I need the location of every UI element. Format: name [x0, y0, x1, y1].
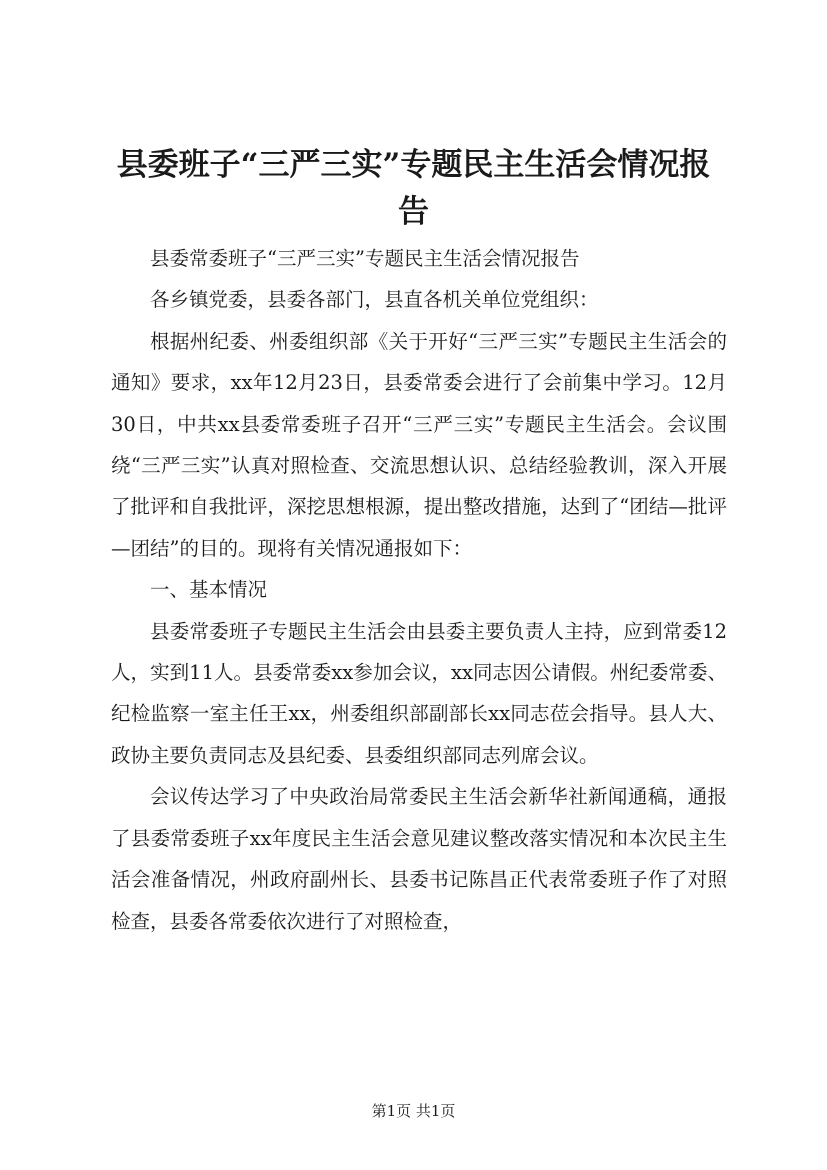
section-heading: 一、基本情况	[150, 578, 268, 602]
intro-paragraph: 根据州纪委、州委组织部《关于开好“三严三实”专题民主生活会的通知》要求，xx年12月23日，县委常委会进行了会前集中学习。12月30日，中共xx县委常委班子召开“三严三实”专题民主生活会。会议围绕“三严三实”认真对照检查、交流思想认识、总结经验教训，深入开展了批评和自我批评，深挖思想根源，提出整改措施，达到了“团结—批评—团结”的目的。现将有关情况通报如下：	[111, 329, 727, 560]
document-title-line2: 告	[398, 194, 429, 230]
document-title-line1: 县委班子“三严三实”专题民主生活会情况报	[116, 147, 711, 183]
body-paragraph: 会议传达学习了中央政治局常委民主生活会新华社新闻通稿，通报了县委常委班子xx年度民主生活会意见建议整改落实情况和本次民主生活会准备情况，州政府副州长、县委书记陈昌正代表常委班子作了对照检查，县委各常委依次进行了对照检查，	[111, 785, 727, 933]
document-body	[111, 238, 727, 942]
body-paragraph: 县委常委班子专题民主生活会由县委主要负责人主持，应到常委12人，实到11人。县委常委xx参加会议，xx同志因公请假。州纪委常委、纪检监察一室主任王xx，州委组织部副部长xx同志莅会指导。县人大、政协主要负责同志及县纪委、县委组织部同志列席会议。	[111, 619, 727, 767]
page-footer: 第1页 共1页	[371, 1102, 456, 1120]
subtitle-paragraph: 县委常委班子“三严三实”专题民主生活会情况报告	[150, 247, 580, 270]
salutation-paragraph: 各乡镇党委，县委各部门，县直各机关单位党组织：	[150, 288, 599, 312]
